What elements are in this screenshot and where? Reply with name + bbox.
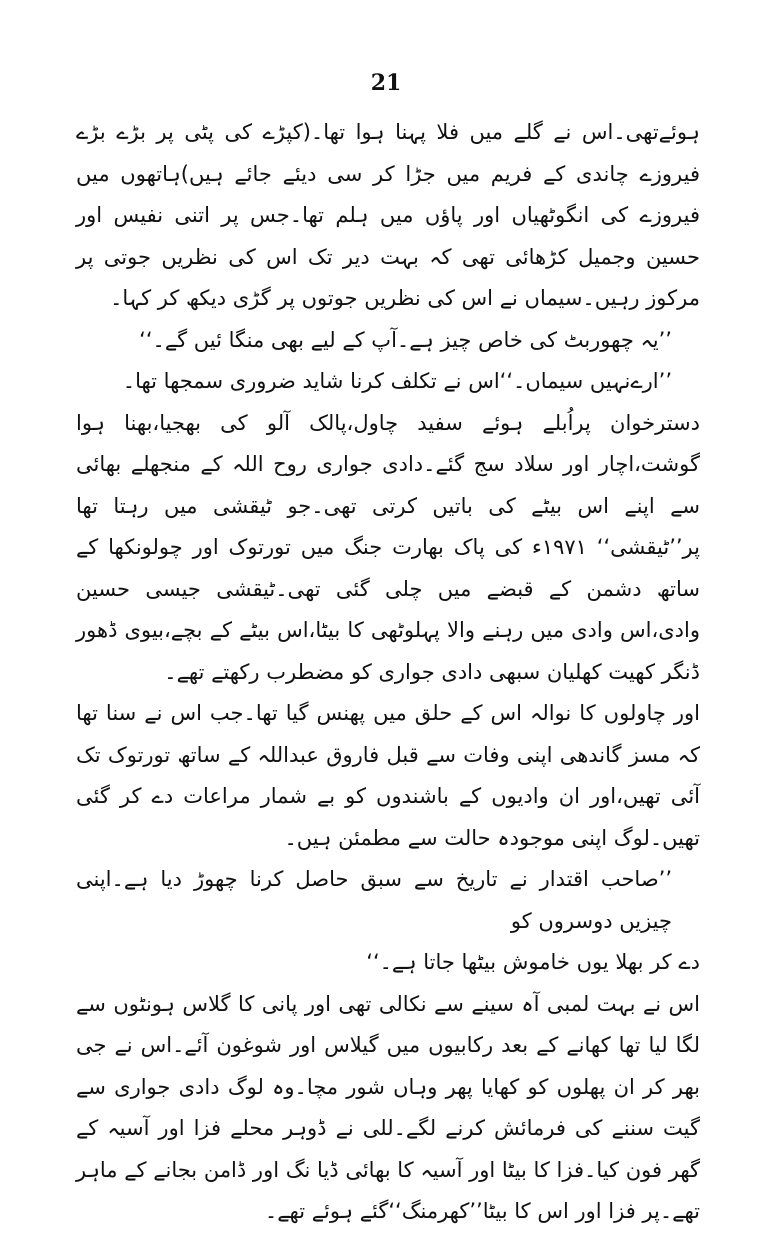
paragraph: ہوئےتھی۔اس نے گلے میں فلا پہنا ہوا تھا۔(کپڑے کی پٹی پر بڑے بڑے فیروزے چاندی کے فریم میں جڑا کر سی دیئے جائے ہیں)ہاتھوں میں فیروزے کی انگوٹھیاں اور پاؤں میں ہلم تھا۔جس پر اتنی نفیس اور حسین وجمیل کڑھائی تھی کہ بہت دیر تک اس کی نظریں جوتی پر مرکوز رہیں۔سیماں نے اس کی نظریں جوتوں پر گڑی دیکھ کر کہا۔ [76, 120, 700, 310]
page-number: 21 [370, 70, 402, 96]
paragraph: اس نے بہت لمبی آہ سینے سے نکالی تھی اور پانی کا گلاس ہونٹوں سے لگا لیا تھا کھانے کے بعد رکابیوں میں گیلاس اور شوغون آئے۔اس نے جی بھر کر ان پھلوں کو کھایا پھر وہاں شور مچا۔وہ لوگ دادی جواری سے گیت سننے کی فرمائش کرنے لگے۔للی نے ڈوہر محلے فزا اور آسیہ کے گھر فون کیا۔فزا کا بیٹا اور آسیہ کا بھائی ڈیا نگ اور ڈامن بجانے کے ماہر تھے۔پر فزا اور اس کا بیٹا’’کھرمنگ‘‘گئے ہوئے تھے۔ [76, 991, 700, 1223]
dialogue-paragraph: ’’یہ چھوربٹ کی خاص چیز ہے۔آپ کے لیے بھی منگا ئیں گے۔‘‘ [139, 327, 672, 352]
paragraph: اور چاولوں کا نوالہ اس کے حلق میں پھنس گیا تھا۔جب اس نے سنا تھا کہ مسز گاندھی اپنی وفات سے قبل فاروق عبداللہ کے ساتھ تورتوک تک آئی تھیں،اور ان وادیوں کے باشندوں کو بے شمار مراعات دے کر گئی تھیں۔لوگ اپنی موجودہ حالت سے مطمئن ہیں۔ [76, 701, 700, 850]
dialogue-paragraph-continuation: دے کر بھلا یوں خاموش بیٹھا جاتا ہے۔‘‘ [366, 950, 700, 974]
paragraph: دسترخوان پراُبلے ہوئے سفید چاول،پالک آلو کی بھجیا،بھنا ہوا گوشت،اچار اور سلاد سج گئے۔دادی جواری روح اللہ کے منجھلے بھائی سے اپنے اس بیٹے کی باتیں کرتی تھی۔جو ٹیقشی میں رہتا تھا پر’’ٹیقشی‘‘ ۱۹۷۱ء کی پاک بھارت جنگ میں تورتوک اور چولونکھا کے ساتھ دشمن کے قبضے میں چلی گئی تھی۔ٹیقشی جیسی حسین وادی،اس وادی میں رہنے والا پہلوٹھی کا بیٹا،اس بیٹے کے بچے،بیوی ڈھور ڈنگر کھیت کھلیان سبھی دادی جواری کو مضطرب رکھتے تھے۔ [76, 410, 700, 684]
dialogue-paragraph: ’’صاحب اقتدار نے تاریخ سے سبق حاصل کرنا چھوڑ دیا ہے۔اپنی چیزیں دوسروں کو [76, 867, 672, 933]
body-text [76, 112, 700, 1233]
dialogue-paragraph: ’’ارےنہیں سیماں۔‘‘اس نے تکلف کرنا شاید ضروری سمجھا تھا۔ [122, 369, 672, 393]
